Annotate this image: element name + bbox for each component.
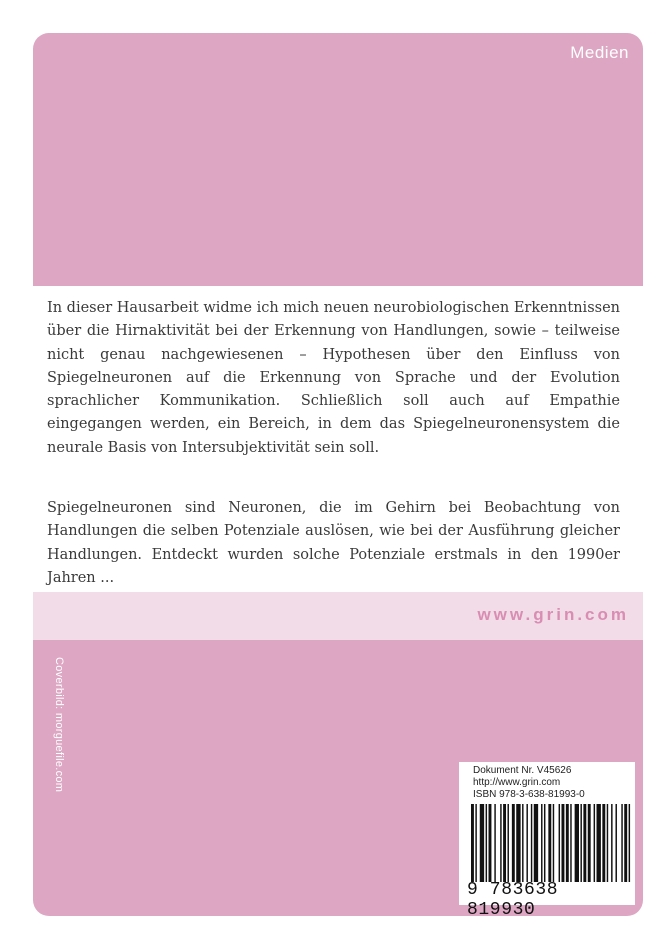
barcode-bar [611, 804, 612, 882]
barcode-bar [594, 804, 595, 882]
barcode-bar [607, 804, 608, 882]
category-label: Medien [570, 43, 629, 62]
barcode-bar [503, 804, 506, 882]
barcode-bar [553, 804, 554, 882]
barcode-bar [588, 804, 591, 882]
barcode-bar [475, 804, 476, 882]
blurb-paragraph-1: In dieser Hausarbeit widme ich mich neuen neurobiologischen Erkenntnissen über die Hirnaktivität bei der Erkennung von Handlungen, sowie – teilweise nicht genau nachgewiesenen – Hypothesen über den Einfluss von Spiegelneuronen auf die Erkennung von Sprache und der Evolution sprachlicher Kommunikation. Schließlich soll auch auf Empathie eingegangen werden, ein Bereich, in dem das Spiegelneuronensystem die neurale Basis von Intersubjektivität sein soll. [47, 300, 620, 456]
barcode-bar [629, 804, 630, 882]
barcode-bar [602, 804, 605, 882]
barcode-bar [516, 804, 520, 882]
blurb-text-area [33, 286, 643, 592]
barcode-bar [583, 804, 586, 882]
barcode-bar [500, 804, 501, 882]
barcode-bar [507, 804, 508, 882]
barcode-bar [624, 804, 627, 882]
barcode-bar [480, 804, 484, 882]
isbn-text: ISBN 978-3-638-81993-0 [473, 789, 585, 800]
barcode-bar [621, 804, 622, 882]
barcode-bar [534, 804, 538, 882]
barcode-bar [486, 804, 487, 882]
barcode-bar [494, 804, 495, 882]
bottom-color-panel [33, 640, 643, 920]
top-color-panel [33, 33, 643, 286]
barcode-bar [570, 804, 571, 882]
barcode-bar [615, 804, 616, 882]
barcode-bar [512, 804, 515, 882]
barcode-bar [580, 804, 581, 882]
barcode-bar [561, 804, 564, 882]
barcode-bar [548, 804, 551, 882]
document-number: Dokument Nr. V45626 [473, 765, 572, 776]
url-stripe [33, 592, 643, 640]
barcode-bar [522, 804, 523, 882]
barcode-bar [559, 804, 560, 882]
barcode-bar [597, 804, 601, 882]
blurb-paragraph-2: Spiegelneuronen sind Neuronen, die im Gehirn bei Beobachtung von Handlungen die selben Potenziale auslösen, wie bei der Ausführung gleicher Handlungen. Entdeckt wurden solche Potenziale erstmals in den 1990er Jahren ... [47, 500, 620, 586]
cover-credit: Coverbild: morguefile.com [53, 657, 65, 793]
barcode-bar [566, 804, 569, 882]
barcode-bar [575, 804, 579, 882]
barcode-bar [541, 804, 542, 882]
barcode-bars [471, 804, 633, 882]
barcode-box [459, 762, 635, 920]
barcode-bar [471, 804, 474, 882]
website-text: http://www.grin.com [473, 777, 561, 788]
publisher-url[interactable]: www.grin.com [477, 605, 629, 624]
barcode-bar [526, 804, 527, 882]
barcode-number: 9 783638 819930 [467, 880, 559, 920]
barcode-bar [544, 804, 545, 882]
barcode-bar [489, 804, 492, 882]
barcode-bar [531, 804, 532, 882]
